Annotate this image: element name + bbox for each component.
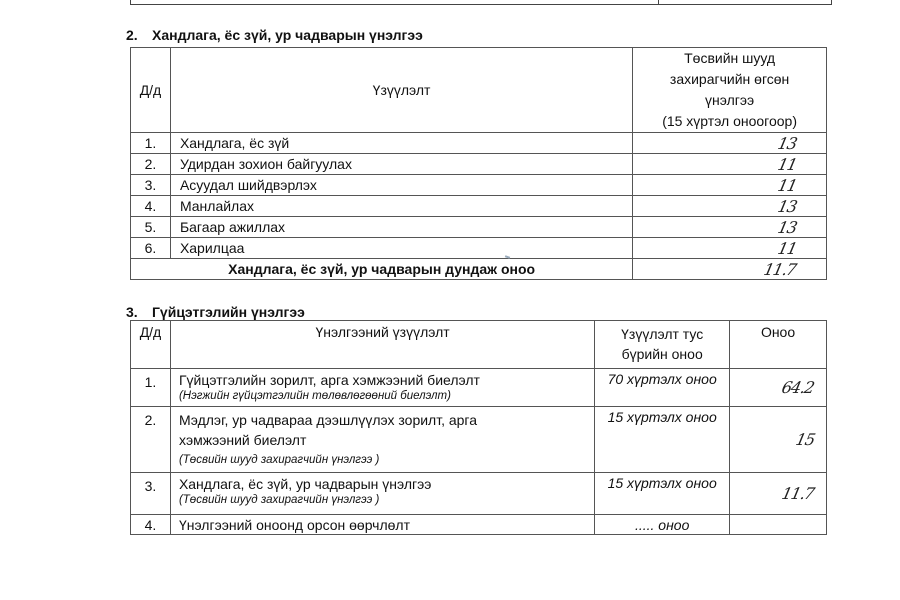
table-row — [131, 473, 827, 515]
row-index: 3. — [131, 175, 171, 196]
handwritten-score: 15 — [793, 430, 817, 449]
table-row — [131, 175, 827, 196]
section2-title — [126, 27, 423, 43]
header-manager-grade-line2: захирагчийн өгсөн — [669, 71, 790, 87]
row-label: Хандлага, ёс зүй — [170, 133, 632, 154]
performance-table — [130, 320, 827, 535]
handwritten-grade: 11 — [775, 175, 799, 195]
row-max-points: ..... оноо — [595, 515, 730, 535]
handwritten-grade: 11 — [775, 238, 799, 258]
table-row — [131, 407, 827, 473]
row-index: 2. — [131, 154, 171, 175]
row-label: Удирдан зохион байгуулах — [170, 154, 632, 175]
header-max-points-line1: Үзүүлэлт тус — [621, 326, 704, 342]
row-label: Харилцаа — [170, 238, 632, 259]
table-row — [131, 154, 827, 175]
row-label: Багаар ажиллах — [170, 217, 632, 238]
table-row — [131, 133, 827, 154]
header-indicator: Үнэлгээний үзүүлэлт — [170, 321, 594, 369]
row-index: 1. — [131, 133, 171, 154]
row-label: Манлайлах — [170, 196, 632, 217]
row-index: 4. — [131, 196, 171, 217]
row-index: 4. — [131, 515, 171, 535]
handwritten-grade: 13 — [775, 196, 799, 216]
row-index: 5. — [131, 217, 171, 238]
average-row — [131, 259, 827, 280]
header-max-points — [595, 321, 730, 369]
row-label-cont: хэмжээний биелэлт — [178, 432, 307, 448]
competency-table — [130, 47, 827, 280]
header-manager-grade-line1: Төсвийн шууд — [684, 50, 776, 66]
table-row — [131, 238, 827, 259]
row-subnote: (Төсвийн шууд захирагчийн үнэлгээ ) — [178, 454, 380, 466]
section3-number: 3. — [126, 304, 138, 320]
handwritten-score: 64.2 — [780, 378, 817, 397]
row-max-points: 15 хүртэлх оноо — [595, 407, 730, 473]
row-index: 1. — [131, 369, 171, 407]
header-index: Д/д — [131, 48, 171, 133]
row-label: Мэдлэг, ур чадвараа дээшлүүлэх зорилт, арга — [178, 412, 478, 428]
previous-table-bottom — [130, 0, 832, 5]
handwritten-grade: 13 — [775, 217, 799, 237]
handwritten-average: 11.7 — [762, 259, 799, 279]
header-index: Д/д — [131, 321, 171, 369]
table-row — [131, 369, 827, 407]
average-label: Хандлага, ёс зүй, ур чадварын дундаж оноо — [131, 259, 633, 280]
row-max-points: 70 хүртэлх оноо — [595, 369, 730, 407]
table-row — [131, 515, 827, 535]
handwritten-grade: 11 — [775, 154, 799, 174]
row-max-points: 15 хүртэлх оноо — [595, 473, 730, 515]
section3-title-text: Гүйцэтгэлийн үнэлгээ — [152, 304, 305, 320]
header-indicator: Үзүүлэлт — [170, 48, 632, 133]
header-manager-grade-line4: (15 хүртэл оноогоор) — [662, 113, 798, 129]
row-index: 3. — [131, 473, 171, 515]
section2-title-text: Хандлага, ёс зүй, ур чадварын үнэлгээ — [152, 27, 423, 43]
row-label: Хандлага, ёс зүй, ур чадварын үнэлгээ — [178, 476, 432, 492]
table-row — [131, 217, 827, 238]
section2-number: 2. — [126, 27, 138, 43]
handwritten-grade: 13 — [775, 133, 799, 153]
handwritten-score: 11.7 — [780, 484, 817, 503]
header-manager-grade-line3: үнэлгээ — [705, 92, 755, 108]
row-label: Асуудал шийдвэрлэх — [170, 175, 632, 196]
row-index: 6. — [131, 238, 171, 259]
section3-title — [126, 304, 305, 320]
row-label: Гүйцэтгэлийн зорилт, арга хэмжээний биелэлт — [178, 372, 480, 388]
row-subnote: (Нэгжийн гүйцэтгэлийн төлөвлөгөөний биелэлт) — [178, 390, 451, 402]
header-manager-grade — [633, 48, 827, 133]
header-score: Оноо — [730, 321, 827, 369]
table-row — [131, 196, 827, 217]
row-index: 2. — [131, 407, 171, 473]
row-subnote: (Төсвийн шууд захирагчийн үнэлгээ ) — [178, 494, 380, 506]
row-label: Үнэлгээний оноонд орсон өөрчлөлт — [170, 515, 594, 535]
header-max-points-line2: бүрийн оноо — [621, 346, 703, 362]
